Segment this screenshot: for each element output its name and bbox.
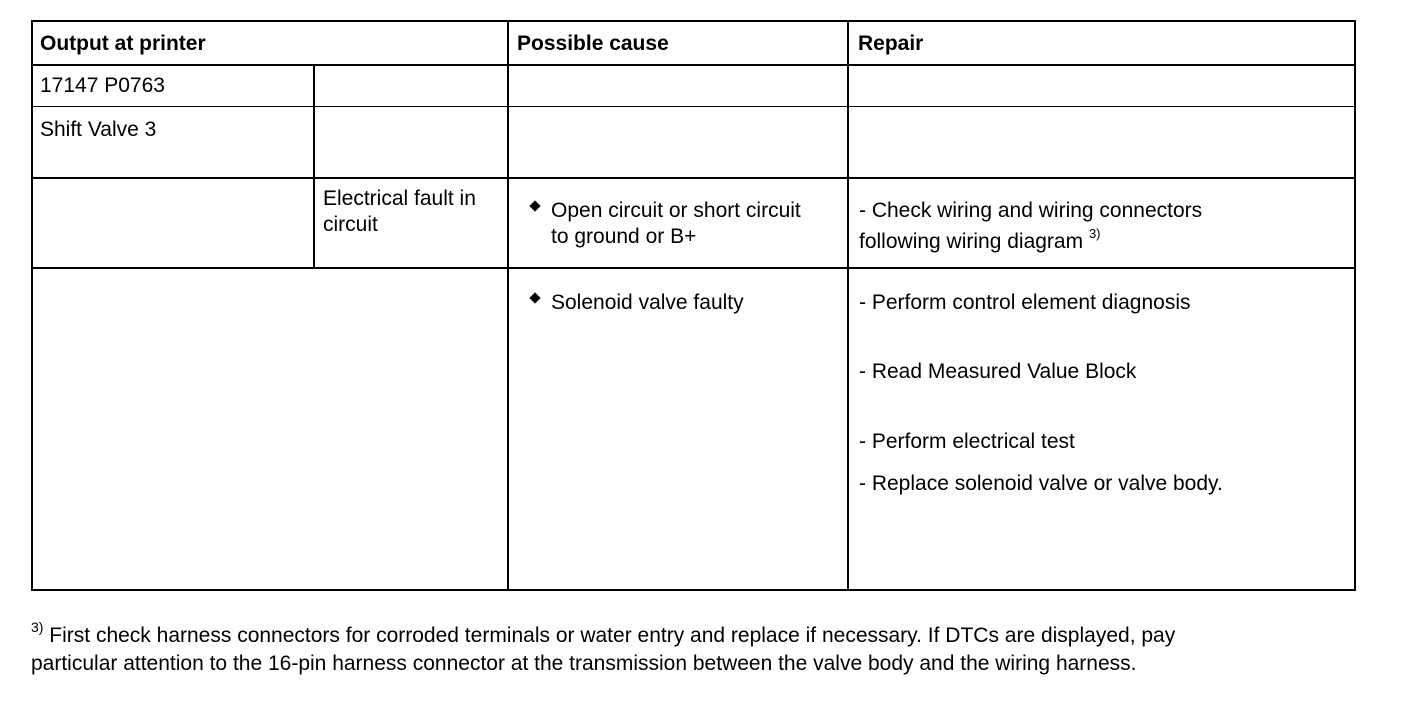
name-row-divider	[31, 177, 1356, 179]
footnote-reference: 3)	[1088, 226, 1101, 241]
footnote-line-1	[31, 619, 1361, 650]
cause-column-divider	[507, 20, 509, 591]
cause-open-circuit-line-1: Open circuit or short circuit	[551, 199, 801, 222]
header-possible-cause: Possible cause	[517, 32, 669, 55]
repair-step: - Perform control element diagnosis	[859, 291, 1191, 314]
diamond-bullet-icon	[527, 198, 545, 222]
footnote-line-1-text: First check harness connectors for corroded terminals or water entry and replace if necessary. If DTCs are displayed, pay	[49, 624, 1176, 647]
footnote	[31, 619, 1361, 678]
cause-open-circuit-line-2: to ground or B+	[551, 225, 697, 248]
cause-solenoid-faulty-text: Solenoid valve faulty	[551, 291, 744, 314]
repair-step: - Replace solenoid valve or valve body.	[859, 472, 1223, 495]
electrical-row-divider	[31, 267, 1356, 269]
repair-check-wiring-line-1: - Check wiring and wiring connectors	[859, 199, 1203, 222]
code-row-divider	[31, 106, 1356, 107]
subcolumn-divider	[313, 64, 315, 269]
footnote-line-2: particular attention to the 16-pin harness connector at the transmission between the valve body and the wiring harness.	[31, 652, 1137, 675]
header-output-at-printer: Output at printer	[40, 32, 206, 55]
header-repair: Repair	[858, 32, 924, 55]
cause-open-circuit	[527, 198, 801, 250]
fault-type-line-2: circuit	[323, 213, 378, 236]
repair-check-wiring-line-2	[859, 226, 1101, 255]
diamond-bullet-icon	[527, 290, 545, 314]
repair-step: - Perform electrical test	[859, 430, 1075, 453]
footnote-marker: 3)	[31, 619, 44, 635]
cause-solenoid-faulty	[527, 290, 744, 316]
repair-column-divider	[847, 20, 849, 591]
fault-name: Shift Valve 3	[40, 118, 157, 141]
fault-type-line-1: Electrical fault in	[323, 187, 476, 210]
fault-code: 17147 P0763	[40, 74, 165, 97]
header-row-divider	[31, 64, 1356, 66]
repair-check-wiring-text: following wiring diagram	[859, 230, 1084, 253]
repair-step: - Read Measured Value Block	[859, 360, 1137, 383]
